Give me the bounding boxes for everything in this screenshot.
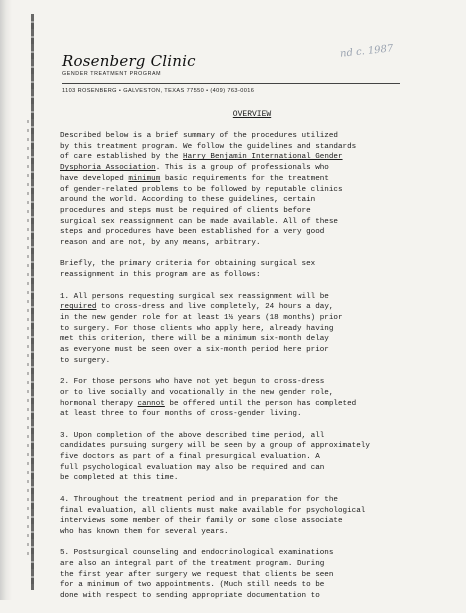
text-line (60, 495, 460, 506)
text-line (60, 334, 460, 345)
text-segment: who has known them for several years. (60, 527, 229, 536)
text-segment: steps and procedures have been established for a very good (60, 228, 325, 237)
text-line (60, 591, 460, 602)
text-line (60, 174, 460, 185)
paragraph (60, 131, 460, 249)
text-line (60, 570, 460, 581)
text-line (60, 259, 460, 270)
text-segment: 5. Postsurgical counseling and endocrinological examinations (60, 549, 334, 558)
text-segment: surgical sex reassignment can be made available. All of these (60, 217, 338, 226)
document-title-row (0, 110, 466, 119)
text-segment: or to live socially and vocationally in the new gender role, (60, 388, 334, 397)
text-line (60, 163, 460, 174)
paragraph (60, 259, 460, 280)
text-segment: as everyone must be seen over a six-month period here prior (60, 346, 329, 355)
text-segment: to surgery. For those clients who apply here, already having (60, 324, 334, 333)
letterhead-rule (62, 83, 400, 84)
text-segment: final evaluation, all clients must make available for psychological (60, 506, 366, 515)
program-name: GENDER TREATMENT PROGRAM (62, 71, 162, 77)
document-body (60, 131, 460, 613)
text-segment: Briefly, the primary criteria for obtaining surgical sex (60, 260, 316, 269)
text-segment: hormonal therapy (60, 399, 138, 408)
text-segment: 1. All persons requesting surgical sex reassignment will be (60, 292, 329, 301)
text-segment: done with respect to sending appropriate documentation to (60, 592, 320, 601)
paragraph (60, 548, 460, 602)
paragraph (60, 292, 460, 367)
text-segment: around the world. According to these guidelines, certain (60, 196, 316, 205)
text-segment: Described below is a brief summary of the procedures utilized (60, 132, 338, 140)
text-line (60, 409, 460, 420)
binding-edge-mark-secondary (27, 120, 29, 560)
text-segment: procedures and steps must be required of clients before (60, 206, 311, 215)
text-line (60, 313, 460, 324)
text-segment: 4. Throughout the treatment period and in preparation for the (60, 495, 338, 504)
text-segment: have developed (60, 174, 129, 183)
underlined-text: required (60, 303, 97, 312)
text-line (60, 345, 460, 356)
text-segment: be completed at this time. (60, 474, 179, 483)
text-segment: of gender-related problems to be followed by reputable clinics (60, 185, 343, 194)
text-line (60, 527, 460, 538)
text-segment: 3. Upon completion of the above described time period, all (60, 431, 325, 440)
text-line (60, 452, 460, 463)
text-line (60, 238, 460, 249)
text-line (60, 142, 460, 153)
text-segment: 2. For those persons who have not yet begun to cross-dress (60, 378, 325, 387)
paragraph (60, 431, 460, 485)
text-line (60, 227, 460, 238)
text-line (60, 431, 460, 442)
text-segment: of care established by the (60, 153, 184, 162)
text-segment: to surgery. (60, 356, 111, 365)
text-line (60, 356, 460, 367)
text-segment: in the new gender role for at least 1½ years (18 months) prior (60, 313, 343, 322)
text-segment: five doctors as part of a final presurgical evaluation. A (60, 453, 320, 462)
text-segment: full psychological evaluation may also be required and can (60, 463, 325, 472)
clinic-address: 1103 ROSENBERG • GALVESTON, TEXAS 77550 • (409) 763-0016 (62, 88, 255, 94)
text-line (60, 152, 460, 163)
text-segment: reason and are not, by any means, arbitrary. (60, 239, 261, 248)
binding-edge-mark (31, 14, 34, 590)
text-segment: interviews some member of their family or some close associate (60, 517, 343, 526)
text-line (60, 463, 460, 474)
text-segment: to cross-dress and live completely, 24 hours a day, (96, 303, 334, 312)
text-line (60, 516, 460, 527)
underlined-text: cannot (137, 399, 165, 408)
text-line (60, 270, 460, 281)
text-segment: be offered until the person has completed (164, 399, 357, 408)
clinic-name: Rosenberg Clinic (62, 52, 196, 70)
text-line (60, 441, 460, 452)
text-line (60, 217, 460, 228)
text-segment: at least three to four months of cross-gender living. (60, 410, 302, 419)
text-line (60, 580, 460, 591)
text-line (60, 324, 460, 335)
text-segment: are also an integral part of the treatment program. During (60, 560, 325, 569)
document-title: OVERVIEW (232, 110, 272, 119)
handwritten-date-note: nd c. 1987 (339, 43, 394, 60)
paragraph (60, 495, 460, 538)
text-line (60, 548, 460, 559)
scan-edge (0, 0, 46, 600)
text-segment: basic requirements for the treatment (160, 174, 329, 183)
text-line (60, 399, 460, 410)
text-line (60, 559, 460, 570)
text-line (60, 206, 460, 217)
text-segment: . This is a group of professionals who (155, 164, 329, 173)
text-line (60, 131, 460, 142)
text-segment: candidates pursuing surgery will be seen by a group of approximately (60, 442, 370, 451)
text-line (60, 302, 460, 313)
text-segment: the first year after surgery we request that clients be seen (60, 570, 334, 579)
paragraph (60, 377, 460, 420)
text-line (60, 195, 460, 206)
text-segment: for a minimum of two appointments. (Much still needs to be (60, 581, 325, 590)
text-line (60, 377, 460, 388)
text-line (60, 473, 460, 484)
text-segment: by this treatment program. We follow the guidelines and standards (60, 142, 357, 151)
underlined-text: Harry Benjamin International Gender (183, 153, 343, 162)
underlined-text: Dysphoria Association (60, 164, 156, 173)
letterhead (62, 52, 196, 77)
underlined-text: minimum (128, 174, 161, 183)
text-segment: reassignment in this program are as follows: (60, 271, 261, 280)
text-line (60, 388, 460, 399)
text-segment: met this criterion, there will be a minimum six-month delay (60, 335, 329, 344)
text-line (60, 292, 460, 303)
text-line (60, 506, 460, 517)
text-line (60, 185, 460, 196)
